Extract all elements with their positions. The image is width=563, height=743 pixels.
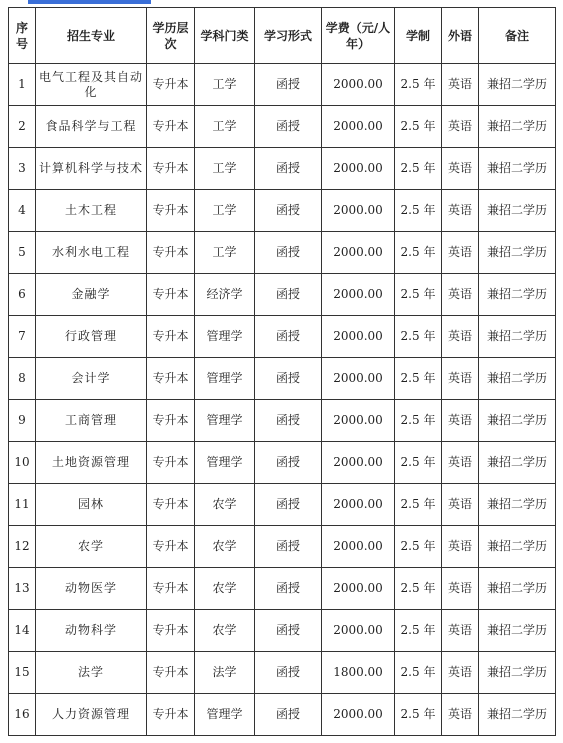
cell-study-mode: 函授	[255, 484, 322, 526]
cell-major: 土地资源管理	[36, 442, 147, 484]
header-major: 招生专业	[36, 8, 147, 64]
cell-major: 行政管理	[36, 316, 147, 358]
cell-remark: 兼招二学历	[479, 358, 556, 400]
cell-duration: 2.5 年	[395, 652, 442, 694]
cell-tuition: 2000.00	[322, 190, 395, 232]
cell-level: 专升本	[147, 190, 195, 232]
cell-study-mode: 函授	[255, 64, 322, 106]
cell-category: 管理学	[195, 358, 255, 400]
cell-tuition: 2000.00	[322, 148, 395, 190]
cell-remark: 兼招二学历	[479, 232, 556, 274]
cell-index: 11	[9, 484, 36, 526]
cell-index: 1	[9, 64, 36, 106]
cell-index: 5	[9, 232, 36, 274]
header-tuition: 学费（元/人年）	[322, 8, 395, 64]
cell-language: 英语	[442, 610, 479, 652]
cell-category: 农学	[195, 526, 255, 568]
cell-language: 英语	[442, 526, 479, 568]
cell-major: 工商管理	[36, 400, 147, 442]
cell-tuition: 2000.00	[322, 106, 395, 148]
cell-category: 农学	[195, 568, 255, 610]
cell-remark: 兼招二学历	[479, 274, 556, 316]
header-language: 外语	[442, 8, 479, 64]
cell-remark: 兼招二学历	[479, 694, 556, 736]
cell-remark: 兼招二学历	[479, 610, 556, 652]
cell-study-mode: 函授	[255, 148, 322, 190]
cell-tuition: 2000.00	[322, 316, 395, 358]
cell-major: 土木工程	[36, 190, 147, 232]
cell-category: 农学	[195, 610, 255, 652]
cell-index: 9	[9, 400, 36, 442]
cell-level: 专升本	[147, 484, 195, 526]
cell-study-mode: 函授	[255, 400, 322, 442]
cell-study-mode: 函授	[255, 316, 322, 358]
cell-index: 4	[9, 190, 36, 232]
cell-language: 英语	[442, 316, 479, 358]
header-study-mode: 学习形式	[255, 8, 322, 64]
cell-language: 英语	[442, 64, 479, 106]
cell-tuition: 2000.00	[322, 64, 395, 106]
cell-language: 英语	[442, 148, 479, 190]
cell-tuition: 2000.00	[322, 568, 395, 610]
table-row	[9, 316, 556, 358]
header-index: 序号	[9, 8, 36, 64]
cell-remark: 兼招二学历	[479, 148, 556, 190]
cell-tuition: 1800.00	[322, 652, 395, 694]
cell-language: 英语	[442, 274, 479, 316]
cell-study-mode: 函授	[255, 568, 322, 610]
cell-level: 专升本	[147, 568, 195, 610]
cell-tuition: 2000.00	[322, 400, 395, 442]
cell-duration: 2.5 年	[395, 148, 442, 190]
cell-major: 金融学	[36, 274, 147, 316]
cell-category: 工学	[195, 106, 255, 148]
cell-level: 专升本	[147, 526, 195, 568]
cell-study-mode: 函授	[255, 652, 322, 694]
cell-level: 专升本	[147, 232, 195, 274]
table-row	[9, 106, 556, 148]
cell-level: 专升本	[147, 274, 195, 316]
table-body	[9, 64, 556, 736]
header-category: 学科门类	[195, 8, 255, 64]
cell-study-mode: 函授	[255, 274, 322, 316]
cell-duration: 2.5 年	[395, 232, 442, 274]
cell-category: 管理学	[195, 400, 255, 442]
cell-level: 专升本	[147, 610, 195, 652]
cell-duration: 2.5 年	[395, 526, 442, 568]
cell-remark: 兼招二学历	[479, 64, 556, 106]
header-level: 学历层次	[147, 8, 195, 64]
cell-major: 会计学	[36, 358, 147, 400]
cell-tuition: 2000.00	[322, 694, 395, 736]
table-row	[9, 64, 556, 106]
cell-tuition: 2000.00	[322, 484, 395, 526]
cell-index: 16	[9, 694, 36, 736]
table-row	[9, 484, 556, 526]
cell-duration: 2.5 年	[395, 316, 442, 358]
cell-major: 人力资源管理	[36, 694, 147, 736]
table-row	[9, 274, 556, 316]
table-row	[9, 358, 556, 400]
cell-duration: 2.5 年	[395, 274, 442, 316]
cell-index: 3	[9, 148, 36, 190]
cell-category: 管理学	[195, 316, 255, 358]
cell-index: 7	[9, 316, 36, 358]
cell-category: 工学	[195, 148, 255, 190]
cell-duration: 2.5 年	[395, 358, 442, 400]
cell-remark: 兼招二学历	[479, 106, 556, 148]
cell-category: 经济学	[195, 274, 255, 316]
cell-study-mode: 函授	[255, 190, 322, 232]
cell-duration: 2.5 年	[395, 484, 442, 526]
header-remark: 备注	[479, 8, 556, 64]
cell-duration: 2.5 年	[395, 694, 442, 736]
cell-major: 园林	[36, 484, 147, 526]
cell-language: 英语	[442, 190, 479, 232]
cell-index: 14	[9, 610, 36, 652]
cell-category: 工学	[195, 232, 255, 274]
cell-level: 专升本	[147, 652, 195, 694]
cell-duration: 2.5 年	[395, 400, 442, 442]
header-row	[9, 8, 556, 64]
cell-major: 农学	[36, 526, 147, 568]
cell-category: 工学	[195, 64, 255, 106]
cell-language: 英语	[442, 652, 479, 694]
cell-index: 15	[9, 652, 36, 694]
cell-major: 动物医学	[36, 568, 147, 610]
table-row	[9, 652, 556, 694]
cell-language: 英语	[442, 232, 479, 274]
cell-study-mode: 函授	[255, 232, 322, 274]
cell-language: 英语	[442, 442, 479, 484]
header-duration: 学制	[395, 8, 442, 64]
cell-category: 农学	[195, 484, 255, 526]
table-row	[9, 694, 556, 736]
table-row	[9, 232, 556, 274]
cell-study-mode: 函授	[255, 106, 322, 148]
cell-study-mode: 函授	[255, 694, 322, 736]
cell-language: 英语	[442, 400, 479, 442]
cell-category: 管理学	[195, 442, 255, 484]
cell-remark: 兼招二学历	[479, 442, 556, 484]
table-row	[9, 442, 556, 484]
cell-duration: 2.5 年	[395, 106, 442, 148]
table-row	[9, 610, 556, 652]
cell-tuition: 2000.00	[322, 358, 395, 400]
cell-remark: 兼招二学历	[479, 484, 556, 526]
cell-remark: 兼招二学历	[479, 190, 556, 232]
cell-tuition: 2000.00	[322, 526, 395, 568]
cell-language: 英语	[442, 106, 479, 148]
cell-tuition: 2000.00	[322, 442, 395, 484]
cell-level: 专升本	[147, 694, 195, 736]
cell-tuition: 2000.00	[322, 610, 395, 652]
cell-study-mode: 函授	[255, 526, 322, 568]
cell-duration: 2.5 年	[395, 190, 442, 232]
cell-category: 工学	[195, 190, 255, 232]
cell-level: 专升本	[147, 358, 195, 400]
cell-major: 动物科学	[36, 610, 147, 652]
cell-remark: 兼招二学历	[479, 400, 556, 442]
cell-level: 专升本	[147, 442, 195, 484]
cell-level: 专升本	[147, 148, 195, 190]
cell-tuition: 2000.00	[322, 274, 395, 316]
table-row	[9, 526, 556, 568]
cell-major: 电气工程及其自动化	[36, 64, 147, 106]
cell-category: 管理学	[195, 694, 255, 736]
cell-major: 食品科学与工程	[36, 106, 147, 148]
cell-language: 英语	[442, 358, 479, 400]
cell-tuition: 2000.00	[322, 232, 395, 274]
cell-remark: 兼招二学历	[479, 526, 556, 568]
cell-study-mode: 函授	[255, 358, 322, 400]
table-row	[9, 190, 556, 232]
cell-duration: 2.5 年	[395, 64, 442, 106]
cell-language: 英语	[442, 694, 479, 736]
cell-category: 法学	[195, 652, 255, 694]
cell-remark: 兼招二学历	[479, 568, 556, 610]
cell-index: 12	[9, 526, 36, 568]
cell-index: 6	[9, 274, 36, 316]
cell-index: 2	[9, 106, 36, 148]
cell-duration: 2.5 年	[395, 442, 442, 484]
cell-index: 8	[9, 358, 36, 400]
cell-level: 专升本	[147, 316, 195, 358]
cell-study-mode: 函授	[255, 610, 322, 652]
cell-study-mode: 函授	[255, 442, 322, 484]
table-row	[9, 400, 556, 442]
cell-level: 专升本	[147, 400, 195, 442]
cell-remark: 兼招二学历	[479, 316, 556, 358]
cell-duration: 2.5 年	[395, 610, 442, 652]
cell-major: 法学	[36, 652, 147, 694]
cell-level: 专升本	[147, 64, 195, 106]
top-accent-bar	[28, 0, 151, 4]
cell-remark: 兼招二学历	[479, 652, 556, 694]
cell-index: 13	[9, 568, 36, 610]
cell-index: 10	[9, 442, 36, 484]
cell-level: 专升本	[147, 106, 195, 148]
enrollment-table	[8, 7, 556, 736]
cell-major: 水利水电工程	[36, 232, 147, 274]
table-row	[9, 148, 556, 190]
cell-language: 英语	[442, 568, 479, 610]
cell-duration: 2.5 年	[395, 568, 442, 610]
cell-major: 计算机科学与技术	[36, 148, 147, 190]
table-row	[9, 568, 556, 610]
cell-language: 英语	[442, 484, 479, 526]
